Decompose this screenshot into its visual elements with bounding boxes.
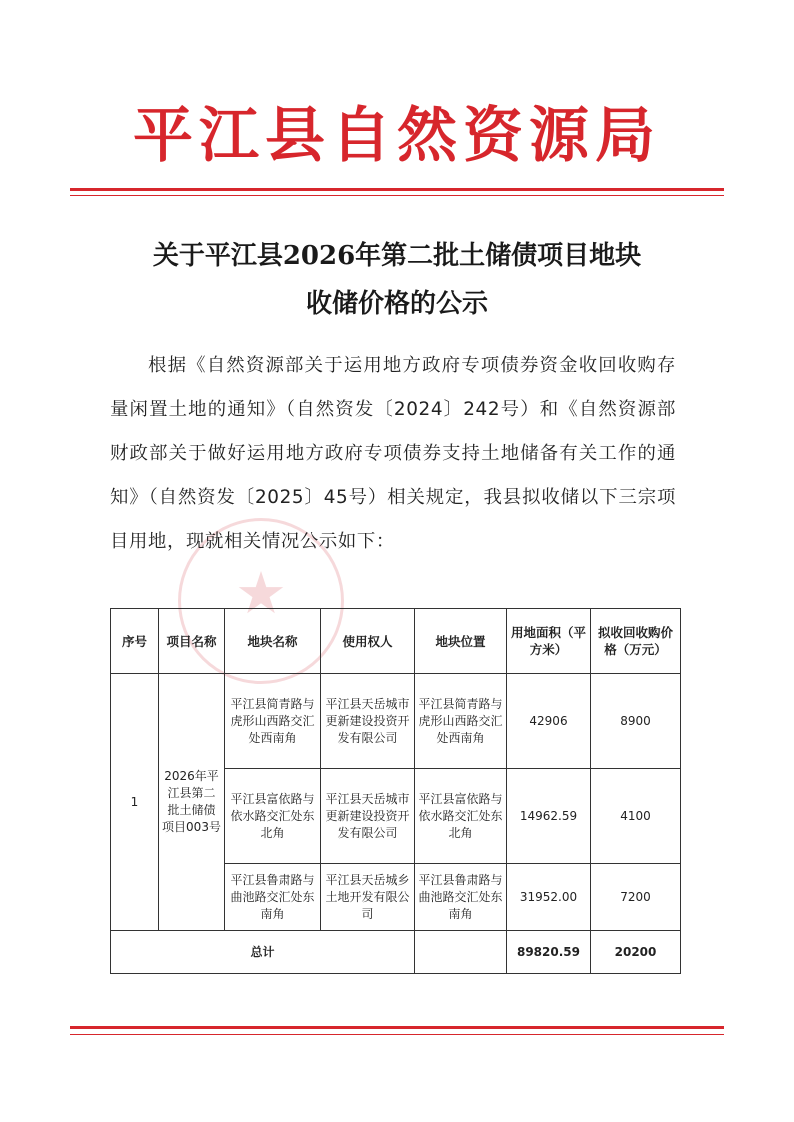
document-title-line-1: 关于平江县2026年第二批土储债项目地块 [152, 241, 642, 271]
agency-masthead: 平江县自然资源局 [133, 101, 661, 171]
header-project: 项目名称 [159, 609, 225, 674]
footer-divider-thin [70, 1034, 724, 1035]
total-area: 89820.59 [507, 931, 591, 974]
table-row [111, 674, 681, 769]
notice-body [110, 344, 676, 564]
total-price: 20200 [591, 931, 681, 974]
table-total-row [111, 931, 681, 974]
seal-star-icon: ★ [235, 559, 287, 627]
total-label: 总计 [111, 931, 415, 974]
cell-area: 14962.59 [507, 769, 591, 864]
notice-paragraph: 根据《自然资源部关于运用地方政府专项债券资金收回收购存量闲置土地的通知》（自然资发〔2024〕242号）和《自然资源部 财政部关于做好运用地方政府专项债券支持土地储备有关工作的通知》（自然资发〔2025〕45号）相关规定，我县拟收储以下三宗项目用地，现就相关情况公示如下： [110, 355, 676, 552]
cell-location: 平江县简青路与虎形山西路交汇处西南角 [415, 674, 507, 769]
cell-price: 7200 [591, 864, 681, 931]
masthead-divider-thick [70, 188, 724, 191]
table-header-row [111, 609, 681, 674]
header-area: 用地面积（平方米） [507, 609, 591, 674]
cell-owner: 平江县天岳城市更新建设投资开发有限公司 [321, 674, 415, 769]
cell-area: 31952.00 [507, 864, 591, 931]
header-parcel: 地块名称 [225, 609, 321, 674]
cell-parcel: 平江县鲁肃路与曲池路交汇处东南角 [225, 864, 321, 931]
cell-price: 8900 [591, 674, 681, 769]
cell-seq: 1 [111, 674, 159, 931]
cell-owner: 平江县天岳城乡土地开发有限公司 [321, 864, 415, 931]
masthead-divider-thin [70, 195, 724, 196]
cell-location: 平江县鲁肃路与曲池路交汇处东南角 [415, 864, 507, 931]
header-seq: 序号 [111, 609, 159, 674]
header-price: 拟收回收购价格（万元） [591, 609, 681, 674]
header-location: 地块位置 [415, 609, 507, 674]
document-title-line-2: 收储价格的公示 [305, 289, 488, 319]
parcel-price-table [110, 608, 681, 974]
header-owner: 使用权人 [321, 609, 415, 674]
cell-project: 2026年平江县第二批土储债项目003号 [159, 674, 225, 931]
cell-location: 平江县富依路与依水路交汇处东北角 [415, 769, 507, 864]
cell-parcel: 平江县简青路与虎形山西路交汇处西南角 [225, 674, 321, 769]
cell-area: 42906 [507, 674, 591, 769]
cell-parcel: 平江县富依路与依水路交汇处东北角 [225, 769, 321, 864]
footer-divider-thick [70, 1026, 724, 1029]
cell-owner: 平江县天岳城市更新建设投资开发有限公司 [321, 769, 415, 864]
total-location-empty [415, 931, 507, 974]
cell-price: 4100 [591, 769, 681, 864]
